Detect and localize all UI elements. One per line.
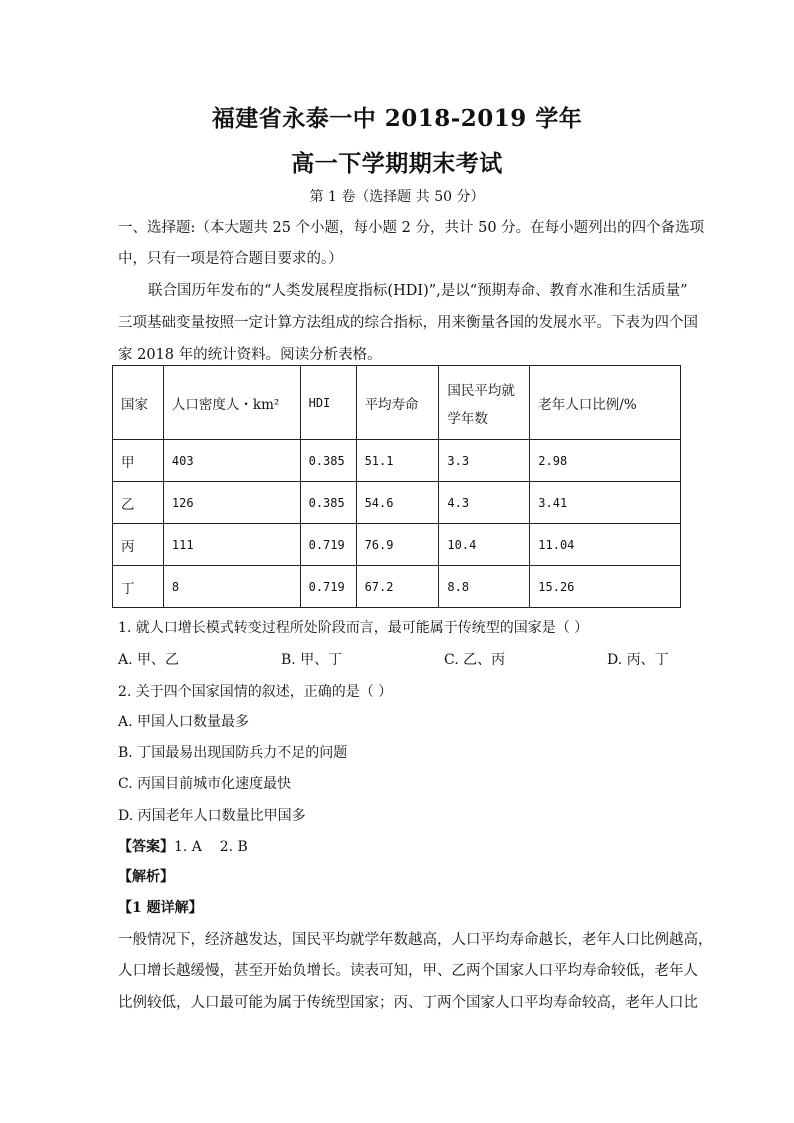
table-cell: 8.8 [439, 566, 530, 608]
question-2-option-b[interactable]: B. 丁国最易出现国防兵力不足的问题 [118, 745, 348, 761]
statistics-table [112, 365, 681, 608]
table-cell: 403 [163, 440, 300, 482]
section-heading: 第 1 卷（选择题 共 50 分） [309, 189, 485, 205]
table-row [113, 566, 681, 608]
analysis-line-2: 人口增长越缓慢，甚至开始负增长。读表可知，甲、乙两个国家人口平均寿命较低，老年人 [118, 963, 698, 979]
table-header-row [113, 366, 681, 440]
analysis-line-1: 一般情况下，经济越发达，国民平均就学年数越高，人口平均寿命越长，老年人口比例越高， [118, 932, 713, 948]
table-cell: 15.26 [530, 566, 681, 608]
table-cell: 丁 [113, 566, 164, 608]
table-cell: 甲 [113, 440, 164, 482]
table-cell: 3.3 [439, 440, 530, 482]
answer-value: 1. A 2. B [174, 839, 248, 855]
table-cell: 0.719 [300, 524, 356, 566]
table-cell: 0.385 [300, 440, 356, 482]
table-cell: 111 [163, 524, 300, 566]
passage-line-1: 联合国历年发布的“人类发展程度指标(HDI)”,是以“预期寿命、教育水准和生活质量” [148, 283, 688, 299]
question-2-option-a[interactable]: A. 甲国人口数量最多 [118, 714, 250, 730]
page-title: 福建省永泰一中 2018-2019 学年 [211, 105, 583, 132]
table-cell: 126 [163, 482, 300, 524]
table-cell: 10.4 [439, 524, 530, 566]
table-cell: 51.1 [356, 440, 439, 482]
question-2-option-d[interactable]: D. 丙国老年人口数量比甲国多 [118, 808, 306, 824]
header-line: 国民平均就 [447, 382, 515, 399]
table-cell: 乙 [113, 482, 164, 524]
table-cell: 3.41 [530, 482, 681, 524]
table-header-cell: HDI [300, 366, 356, 440]
table-row [113, 524, 681, 566]
table-cell: 76.9 [356, 524, 439, 566]
page-subtitle: 高一下学期期末考试 [291, 150, 503, 177]
table-header-cell: 平均寿命 [356, 366, 439, 440]
table-header-cell: 人口密度人・km² [163, 366, 300, 440]
table-cell: 2.98 [530, 440, 681, 482]
analysis-label: 【解析】 [118, 869, 174, 885]
instructions-line-2: 中，只有一项是符合题目要求的。） [118, 251, 343, 267]
question-1-option-c[interactable]: C. 乙、丙 [444, 652, 506, 668]
answer-label: 【答案】 [118, 839, 174, 855]
table-cell: 丙 [113, 524, 164, 566]
analysis-line-3: 比例较低，人口最可能为属于传统型国家；丙、丁两个国家人口平均寿命较高，老年人口比 [118, 995, 698, 1011]
table-row [113, 482, 681, 524]
question-1-stem: 1. 就人口增长模式转变过程所处阶段而言，最可能属于传统型的国家是（ ） [118, 620, 589, 636]
question-1-option-b[interactable]: B. 甲、丁 [281, 652, 343, 668]
table-header-cell: 国家 [113, 366, 164, 440]
passage-line-2: 三项基础变量按照一定计算方法组成的综合指标，用来衡量各国的发展水平。下表为四个国 [118, 315, 698, 331]
table-cell: 11.04 [530, 524, 681, 566]
passage-line-3: 家 2018 年的统计资料。阅读分析表格。 [118, 347, 382, 363]
question-1-option-a[interactable]: A. 甲、乙 [118, 652, 180, 668]
instructions-line-1: 一、选择题:（本大题共 25 个小题，每小题 2 分，共计 50 分。在每小题列出的四个备选项 [118, 220, 705, 236]
answer-line [118, 836, 248, 856]
header-line: 学年数 [447, 410, 488, 427]
question-1-option-d[interactable]: D. 丙、丁 [607, 652, 669, 668]
table-cell: 8 [163, 566, 300, 608]
table-header-cell: 老年人口比例/% [530, 366, 681, 440]
question-2-stem: 2. 关于四个国家国情的叙述，正确的是（ ） [118, 684, 393, 700]
table-cell: 4.3 [439, 482, 530, 524]
question-2-option-c[interactable]: C. 丙国目前城市化速度最快 [118, 776, 292, 792]
table-cell: 0.719 [300, 566, 356, 608]
analysis-sub-label: 【1 题详解】 [118, 900, 203, 916]
table-row [113, 440, 681, 482]
table-cell: 67.2 [356, 566, 439, 608]
table-cell: 54.6 [356, 482, 439, 524]
table-header-cell [439, 366, 530, 440]
table-cell: 0.385 [300, 482, 356, 524]
